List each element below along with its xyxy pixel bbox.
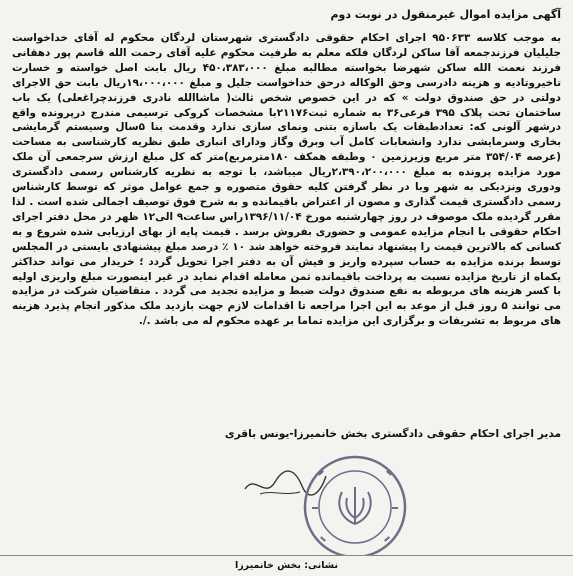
signature-line: مدیر اجرای احکام حقوقی دادگستری بخش خانمیرزا-یونس باقری (224, 428, 561, 440)
notice-title: آگهی مزایده اموال غیرمنقول در نوبت دوم (330, 8, 561, 21)
official-seal (300, 452, 410, 562)
notice-body: به موجب کلاسه ۹۵۰۶۳۳ اجرای احکام حقوقی دادگستری شهرستان لردگان محکوم له آقای خداخواست جلیلیان فرزندجمعه آقا ساکن لردگان فلکه معلم به طرفیت محکوم علیه آقای رحمت الله قاسم پور دهقانی فرزند نعمت الله ساکن شهرضا بخواسته مطالبه مبلغ ۴۵۰،۳۸۳،۰۰۰ ریال بابت اصل خواسته و خسارت تاخیروتادیه و هزینه دادرسی وحق الوکاله درحق خداخواست جلیل و مبلغ ۱۹،۰۰۰،۰۰۰ریال بابت حق الاجرای دولتی در حق صندوق دولت » که در این خصوص شخص ثالث( ماشاالله نادری فرزندچراغعلی) یک باب ساختمان تحت پلاک ۳۹۵ فرعی۳۶ به شماره ثبت۲۱۱۷۶با مشخصات کروکی ترسیمی مندرج درپرونده واقع درشهر آلونی که: تعداد‌طبقات یک باسازه بتنی ونمای سازی ندارد وقدمت بنا ۵سال وسیستم گرمایشی بخاری وسرمایشی ندارد وانشعابات کامل آب وبرق وگاز ودارای انباری طبق نظریه کارشناسی به مساحت (عرصه ۳۵۴/۰۴ متر مربع وزیرزمین ۰ وطبقه همکف ۱۸۰مترمربع)متر که کل مبلغ ارزش سرجمعی آن ملک مورد مزایده پرونده به مبلغ ۲،۳۹۰،۲۰۰،۰۰۰ریال میباشد، با توجه به نظریه کارشناس رسمی دادگستری ودوری ونزدیکی به شهر وبا در نظر گرفتن کلیه حقوق متصوره و جمع عوامل موثر که توسط کارشناس رسمی دادگستری قیمت گذاری و مصون از اعتراض باقیمانده و به شرح فوق توصیف اجمالی شده است . لذا مقرر گردیده ملک موصوف در روز چهارشنبه مورخ ۱۳۹۶/۱۱/۰۴راس ساعت۹ الی۱۲ ظهر در محل دفتر اجرای احکام حقوقی با انجام مزایده عمومی و حضوری بفروش برسد . قیمت پایه از بهای ارزیابی شده شروع و به کسانی که بالاترین قیمت را پیشنهاد نمایند فروخته خواهد شد ۱۰ ٪ درصد مبلغ پیشنهادی بایستی در المجلس توسط برنده مزایده به حساب سپرده واریز و فیش آن به دفتر اجرا تحویل گردد ؛ خریدار می تواند حداکثر یکماه از تاریخ مزایده نسبت به پرداخت باقیمانده ثمن معامله اقدام نماید در غیر اینصورت مبلغ واریزی اولیه با کسر هزینه های مربوطه به نفع صندوق دولت ضبط و مزایده تجدید می گردد . متقاضیان شرکت در مزایده می توانند ۵ روز قبل از موعد به این اجرا مراجعه تا اقدامات لازم جهت بازدید ملک مذکور انجام پذیرد هزینه های مربوط به تشریفات و برگزاری این مزایده تماما بر عهده محکوم له می باشد ./. (12, 32, 562, 328)
address-footer: نشانی: بخش خانمیرزا (0, 555, 573, 576)
